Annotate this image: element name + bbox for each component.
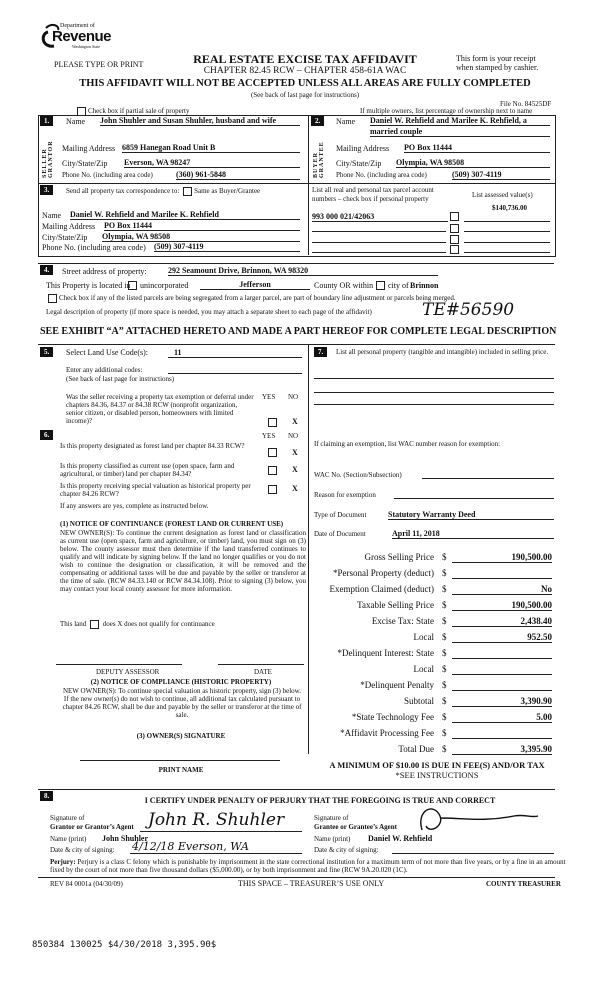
accounts-label-1: List all real and personal tax parcel account (312, 186, 434, 194)
logo-word: Revenue (52, 28, 112, 45)
certify-statement: I CERTIFY UNDER PENALTY OF PERJURY THAT THE FOREGOING IS TRUE AND CORRECT (144, 796, 496, 805)
legal-description-handwritten[interactable]: TE#56590 (422, 300, 515, 320)
grantor-sig-label-1: Signature of (50, 814, 85, 822)
tax-row-label: *Personal Property (deduct) (333, 568, 434, 578)
owner-signature-label: (3) OWNER(S) SIGNATURE (136, 732, 226, 740)
continuance-title: (1) NOTICE OF CONTINUANCE (FOREST LAND OR CURRENT USE) (60, 520, 284, 528)
q5-exemption-text: Was the seller receiving a property tax exemption or deferral under chapters 84.36, 84.37 or 84.38 RCW (nonprofit organization, senior citizen, or disabled person, homeowners with limited income)? (66, 393, 254, 425)
seller-grantor-tag: SELLER GRANTOR (42, 140, 54, 178)
seller-city-label: City/State/Zip (62, 159, 108, 168)
tax-row-label: Excise Tax: State (371, 616, 434, 626)
correspondence-label: Send all property tax correspondence to: (66, 187, 180, 196)
doc-date-label: Date of Document (314, 530, 366, 538)
tax-row-value[interactable]: 3,390.90 (452, 696, 552, 707)
q6-current-use-no-answer[interactable]: X (292, 465, 298, 474)
exhibit-a-note: SEE EXHIBIT “A” ATTACHED HERETO AND MADE A PART HEREOF FOR COMPLETE LEGAL DESCRIPTION (40, 326, 557, 337)
tax-row-label: *Delinquent Penalty (360, 680, 434, 690)
tax-computation-table (312, 552, 572, 762)
doc-type-label: Type of Document (314, 511, 367, 519)
does-label: does (102, 620, 116, 629)
seller-phone-field[interactable]: (360) 961-5848 (176, 170, 300, 180)
tax-row-value[interactable]: 5.00 (452, 712, 552, 723)
tax-row-label: Local (413, 632, 434, 642)
section-8-number: 8. (40, 791, 53, 801)
print-name-label: PRINT NAME (158, 766, 204, 774)
tax-row-currency: $ (442, 648, 447, 658)
buyer-city-label: City/State/Zip (336, 159, 382, 168)
grantor-sig-label-2: Grantor or Grantor’s Agent (50, 823, 134, 831)
tax-row-currency: $ (442, 584, 447, 594)
seller-mailing-field[interactable]: 6859 Hanegan Road Unit B (122, 143, 300, 153)
seller-name-field[interactable]: John Shuhler and Susan Shuhler, husband and wife (100, 116, 300, 126)
tax-row-label: *State Technology Fee (351, 712, 434, 722)
personal-property-checkbox-4[interactable] (450, 245, 459, 254)
tax-row-label: Gross Selling Price (364, 552, 434, 562)
tax-row-currency: $ (442, 712, 447, 722)
assessed-value[interactable]: $140,736.00 (492, 204, 527, 212)
section-4-number: 4. (40, 265, 53, 275)
q6-yes-header: YES (262, 432, 276, 440)
dor-logo (38, 18, 112, 52)
exemption-label: If claiming an exemption, list WAC number reason for exemption: (314, 440, 501, 448)
located-label: This Property is located in (46, 281, 131, 290)
tax-row-currency: $ (442, 696, 447, 706)
grantee-name-label: Name (print) (314, 835, 351, 843)
buyer-name-label: Name (336, 117, 356, 126)
seller-phone-label: Phone No. (including area code) (62, 171, 153, 179)
tax-row-value[interactable] (452, 680, 552, 691)
buyer-name-field-1[interactable]: Daniel W. Rehfield and Marilee K. Rehfield, a (370, 116, 550, 126)
county-treasurer-label: COUNTY TREASURER (486, 880, 561, 888)
corr-name-label: Name (42, 211, 62, 220)
q5-yes-checkbox[interactable] (268, 418, 277, 427)
does-qualify-checkbox[interactable] (90, 620, 99, 629)
treasurer-space-label: THIS SPACE – TREASURER’S USE ONLY (238, 879, 385, 888)
q5-no-answer[interactable]: X (292, 417, 298, 426)
section-1-number: 1. (40, 116, 53, 126)
buyer-grantee-tag: BUYER GRANTEE (313, 141, 325, 178)
see-back-note: (See back of last page for instructions) (250, 91, 360, 99)
tax-row-value[interactable] (452, 648, 552, 659)
city-of-label: city of (388, 281, 409, 290)
seller-mailing-label: Mailing Address (62, 144, 116, 153)
segregated-checkbox[interactable] (48, 294, 57, 303)
tax-row-label: Total Due (398, 744, 434, 754)
see-instructions-note: *SEE INSTRUCTIONS (395, 770, 479, 780)
tax-row-value[interactable] (452, 664, 552, 675)
q6-forest-yes-checkbox[interactable] (268, 448, 277, 457)
street-label: Street address of property: (62, 267, 147, 276)
q5-yes-header: YES (262, 393, 276, 401)
tax-row-value[interactable]: 190,500.00 (452, 600, 552, 611)
tax-row-currency: $ (442, 744, 447, 754)
personal-property-checkbox-1[interactable] (450, 212, 459, 221)
tax-row-currency: $ (442, 664, 447, 674)
q6-forest-no-answer[interactable]: X (292, 448, 298, 457)
cashier-stamp: 850384 130025 $4/30/2018 3,395.90$ (32, 940, 217, 950)
tax-row-currency: $ (442, 568, 447, 578)
correspondence-row (66, 187, 260, 196)
type-or-print: PLEASE TYPE OR PRINT (54, 60, 144, 69)
tax-row-label: Subtotal (403, 696, 434, 706)
section-7-number: 7. (314, 347, 327, 357)
corr-phone-field[interactable]: (509) 307-4119 (154, 242, 300, 252)
parcel-number-field[interactable]: 993 000 021/42063 (312, 212, 448, 222)
same-as-buyer-label: Same as Buyer/Grantee (194, 187, 261, 196)
perjury-label: Perjury: (50, 858, 76, 866)
personal-property-checkbox-3[interactable] (450, 235, 459, 244)
assessor-date-label: DATE (254, 668, 272, 676)
city-checkbox[interactable] (376, 281, 385, 290)
tax-row-value[interactable] (452, 568, 552, 579)
form-title: REAL ESTATE EXCISE TAX AFFIDAVIT (193, 52, 417, 66)
q6-historic-yes-checkbox[interactable] (268, 485, 277, 494)
tax-row-value[interactable]: 190,500.00 (452, 552, 552, 563)
corr-mailing-field[interactable]: PO Box 11444 (104, 221, 300, 231)
buyer-name-field-2[interactable]: married couple (370, 127, 550, 137)
grantor-name-label: Name (print) (50, 835, 87, 843)
grantee-sig-label-2: Grantee or Grantee’s Agent (314, 823, 398, 831)
qualify-row (60, 620, 215, 629)
tax-row-currency: $ (442, 552, 447, 562)
grantee-sig-label-1: Signature of (314, 814, 349, 822)
section-2-number: 2. (311, 116, 324, 126)
county-field[interactable]: Jefferson (200, 280, 310, 290)
corr-city-label: City/State/Zip (42, 233, 88, 242)
logo-dept: Department of (60, 23, 95, 29)
tax-row-currency: $ (442, 680, 447, 690)
seller-city-field[interactable]: Everson, WA 98247 (124, 158, 300, 168)
q6-forest-text: Is this property designated as forest land per chapter 84.33 RCW? (60, 442, 245, 450)
county-label: County OR within (314, 281, 374, 290)
tax-row-label: *Delinquent Interest: State (337, 648, 434, 658)
buyer-phone-field[interactable]: (509) 307-4119 (452, 170, 550, 180)
q6-historic-text: Is this property receiving special valuation as historical property per chapter 84.26 RCW? (60, 482, 251, 498)
personal-property-checkbox-2[interactable] (450, 224, 459, 233)
q6-current-use-yes-checkbox[interactable] (268, 466, 277, 475)
grantor-name-field[interactable]: John Shuhler (102, 834, 149, 843)
section-5-number: 5. (40, 347, 53, 357)
tax-row-label: Exemption Claimed (deduct) (329, 584, 434, 594)
personal-property-label: List all personal property (tangible and intangible) included in selling price. (336, 348, 549, 356)
tax-row-value[interactable]: No (452, 584, 552, 595)
grantor-date-label: Date & city of signing: (50, 846, 115, 854)
tax-row-currency: $ (442, 632, 447, 642)
corr-city-field[interactable]: Olympia, WA 98508 (102, 232, 300, 242)
deputy-assessor-label: DEPUTY ASSESSOR (96, 668, 160, 676)
legal-description-label: Legal description of property (if more space is needed, you may attach a separate sheet to each page of the affidavit) (46, 308, 372, 316)
city-field[interactable]: Brinnon (410, 281, 439, 290)
corr-phone-label: Phone No. (including area code) (42, 243, 146, 252)
assessed-label: List assessed value(s) (472, 191, 533, 199)
seller-name-label: Name (66, 117, 86, 126)
historic-text: NEW OWNER(S): To continue special valuation as historic property, sign (3) below. If the new owner(s) do not wish to continue, all additional tax calculated pursuant to chapter 84.26 RCW, shall be due and payable by the seller or transferor at the time of sale. (62, 687, 302, 719)
warning-banner: THIS AFFIDAVIT WILL NOT BE ACCEPTED UNLESS ALL AREAS ARE FULLY COMPLETED (79, 78, 531, 89)
unincorporated-label: unincorporated (140, 281, 189, 290)
buyer-mailing-field[interactable]: PO Box 11444 (404, 143, 550, 153)
perjury-notice (50, 858, 570, 874)
grantor-date-city[interactable]: 4/12/18 Everson, WA (132, 840, 249, 853)
accounts-label-2: numbers – check box if personal property (312, 195, 429, 203)
tax-row-label: Local (413, 664, 434, 674)
tax-row-value[interactable]: 2,438.40 (452, 616, 552, 627)
q6-current-use-text: Is this property classified as current use (open space, farm and agricultural, or timber) land per chapter 84.34? (60, 462, 235, 478)
continuance-text: NEW OWNER(S): To continue the current designation as forest land or classification as current use (open space, farm and agriculture, or timber) land, you must sign on (3) below. The county assessor must then determine if the land transferred continues to qualify and will indicate by signing below. If the land no longer qualifies or you do not wish to continue the designation or classification, it will be removed and the compensating or additional taxes will be due and payable by the seller or transferor at the time of sale. (RCW 84.33.140 or RCW 84.34.108). Prior to signing (3) below, you may contact your local county assessor for more information. (60, 529, 306, 593)
section-6-number: 6. (40, 430, 53, 440)
corr-mailing-label: Mailing Address (42, 222, 96, 231)
land-use-code[interactable]: 11 (174, 348, 182, 357)
segregated-label: Check box if any of the listed parcels are being segregated from a larger parcel, are part of boundary line adjustment or parcels being merged. (59, 294, 456, 303)
reason-label: Reason for exemption (314, 491, 376, 499)
buyer-city-field[interactable]: Olympia, WA 98508 (396, 158, 550, 168)
q5-no-header: NO (288, 393, 299, 401)
q6-no-header: NO (288, 432, 299, 440)
wac-label: WAC No. (Section/Subsection) (314, 471, 402, 479)
tax-row-currency: $ (442, 728, 447, 738)
additional-codes-note: (See back of last page for instructions) (66, 375, 175, 383)
section-3-number: 3. (40, 185, 53, 195)
doc-date-field[interactable]: April 11, 2018 (392, 529, 554, 539)
buyer-phone-label: Phone No. (including area code) (336, 171, 427, 179)
perjury-text: Perjury is a class C felony which is punishable by imprisonment in the state correctional institution for a maximum term of not more than five years, or by a fine in an amount fixed by the court of not more than five thousand dollars ($5,000.00), or by both imprisonment and fine (RCW 9A.20.020 (1C). (50, 858, 566, 874)
tax-row-value[interactable] (452, 728, 552, 739)
tax-row-label: Taxable Selling Price (357, 600, 434, 610)
street-field[interactable]: 292 Seamount Drive, Brinnon, WA 98320 (168, 266, 438, 276)
q6-historic-no-answer[interactable]: X (292, 484, 298, 493)
grantee-name-field[interactable]: Daniel W. Rehfield (368, 834, 433, 843)
receipt-note-2: when stamped by cashier. (456, 63, 539, 72)
historic-title: (2) NOTICE OF COMPLIANCE (HISTORIC PROPERTY) (90, 678, 272, 686)
does-not-label: X does not qualify for continuance (117, 620, 215, 629)
file-number: File No. 84525DF (500, 100, 552, 108)
grantor-signature[interactable]: John R. Shuhler (148, 810, 285, 830)
tax-row-label: *Affidavit Processing Fee (340, 728, 434, 738)
land-use-label: Select Land Use Code(s): (66, 348, 148, 357)
corr-name-field[interactable]: Daniel W. Rehfield and Marilee K. Rehfield (70, 210, 300, 220)
buyer-mailing-label: Mailing Address (336, 144, 390, 153)
logo-state: Washington State (72, 44, 101, 49)
tax-row-value[interactable]: 3,395.90 (452, 744, 552, 755)
rev-number: REV 84 0001a (04/30/09) (50, 880, 123, 888)
same-as-buyer-checkbox[interactable] (183, 187, 192, 196)
unincorporated-checkbox[interactable] (128, 281, 137, 290)
grantee-date-label: Date & city of signing: (314, 846, 379, 854)
this-land-label: This land (60, 620, 87, 629)
q6-note: If any answers are yes, complete as instructed below. (60, 502, 209, 510)
partial-sale-label: Check box if partial sale of property (88, 107, 190, 116)
tax-row-value[interactable]: 952.50 (452, 632, 552, 643)
doc-type-field[interactable]: Statutory Warranty Deed (388, 510, 554, 520)
multiple-owners-note: If multiple owners, list percentage of ownership next to name (360, 107, 533, 115)
form-subtitle: CHAPTER 82.45 RCW – CHAPTER 458-61A WAC (203, 66, 407, 76)
additional-codes-label: Enter any additional codes: (66, 366, 143, 374)
receipt-note-1: This form is your receipt (456, 54, 536, 63)
minimum-fee-note: A MINIMUM OF $10.00 IS DUE IN FEE(S) AND/OR TAX (329, 760, 545, 770)
tax-row-currency: $ (442, 616, 447, 626)
tax-row-currency: $ (442, 600, 447, 610)
